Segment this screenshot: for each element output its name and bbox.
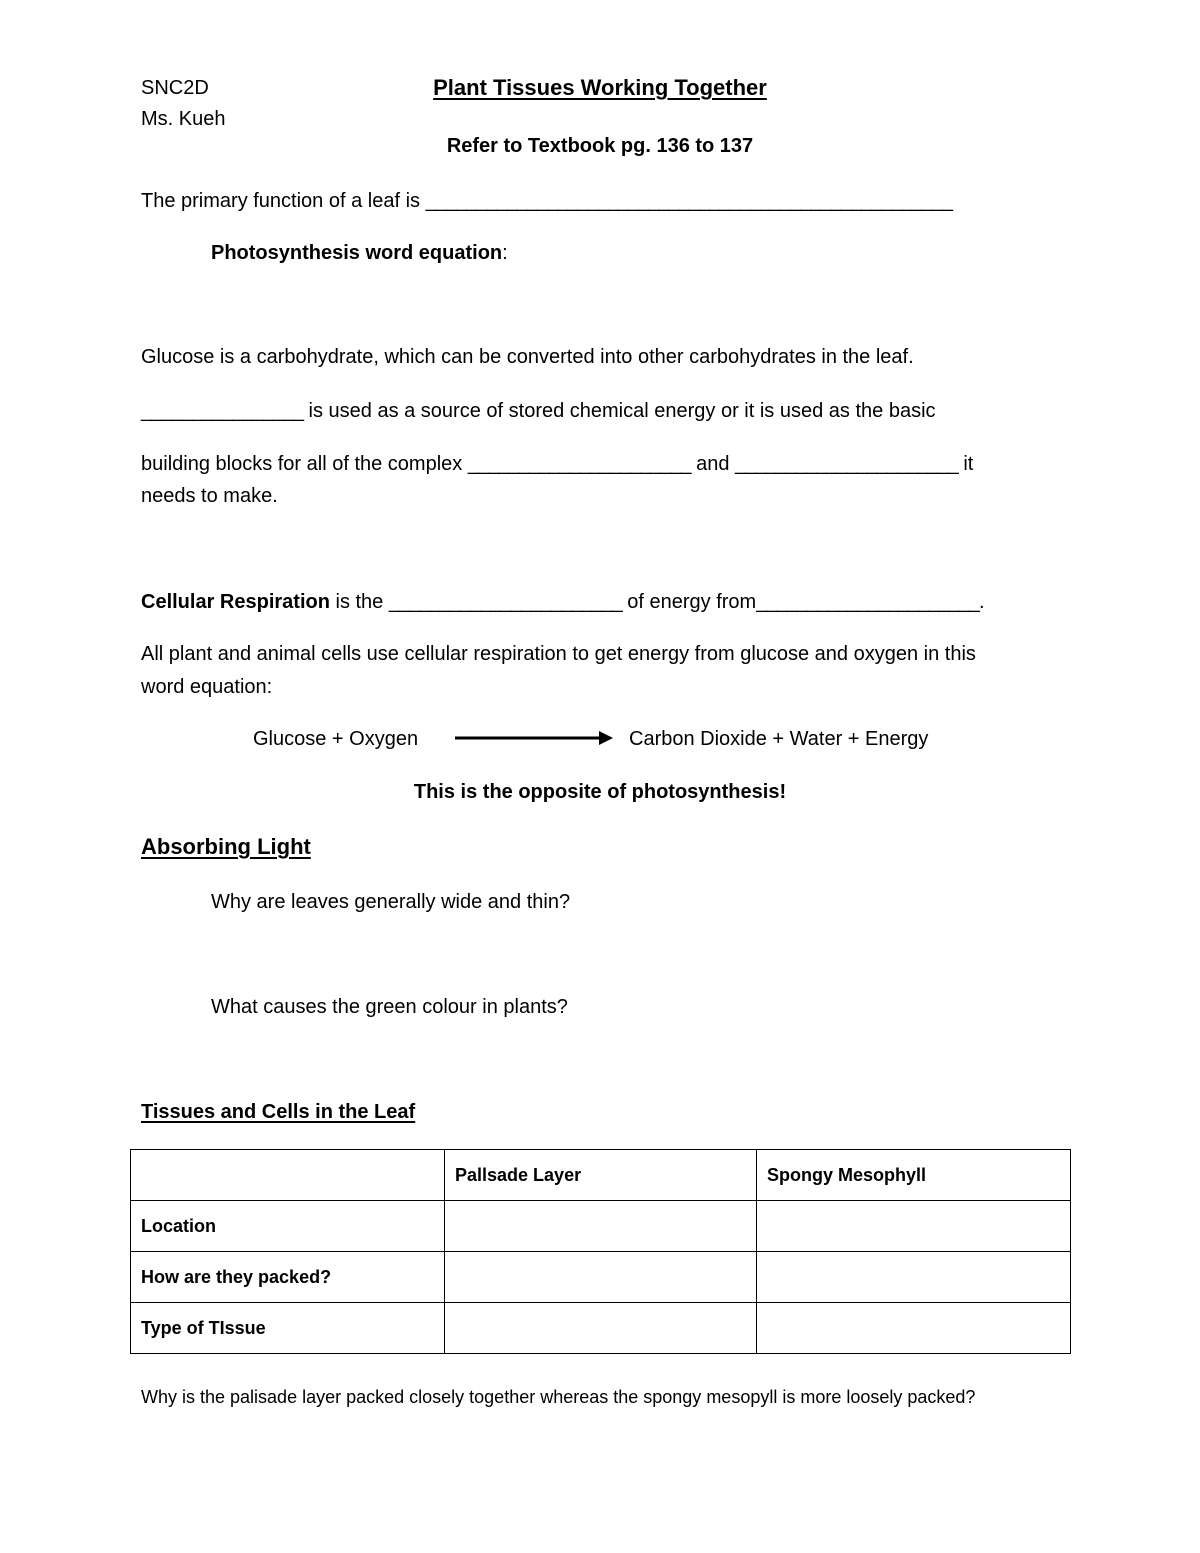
table-row (131, 1201, 1071, 1252)
glucose-line2-b: and (690, 453, 736, 475)
table-header-palisade: Pallsade Layer (445, 1150, 757, 1201)
answer-cell[interactable] (757, 1303, 1071, 1354)
glucose-line-1 (141, 399, 936, 423)
table-header-spongy: Spongy Mesophyll (757, 1150, 1071, 1201)
respiration-blank-1: _______________________ (388, 591, 622, 613)
respiration-text-2: of energy from (621, 591, 757, 613)
table-row (131, 1252, 1071, 1303)
row-label-tissue-type: Type of TIssue (131, 1303, 445, 1354)
respiration-text-1: is the (329, 591, 389, 613)
leaf-function-blank: ____________________________________________________ (425, 190, 952, 212)
answer-cell[interactable] (445, 1201, 757, 1252)
question-green-colour: What causes the green colour in plants? (211, 996, 568, 1018)
final-question: Why is the palisade layer packed closely together whereas the spongy mesopyll is more loosely packed? (141, 1387, 976, 1407)
answer-cell[interactable] (757, 1252, 1071, 1303)
respiration-term: Cellular Respiration (141, 591, 330, 613)
respiration-line (141, 590, 985, 614)
course-code: SNC2D (141, 77, 209, 99)
table-row (131, 1303, 1071, 1354)
complex-blank-1: ______________________ (467, 453, 691, 475)
glucose-intro: Glucose is a carbohydrate, which can be converted into other carbohydrates in the leaf. (141, 346, 914, 368)
respiration-end: . (978, 591, 985, 613)
row-label-packed: How are they packed? (131, 1252, 445, 1303)
glucose-line-3: needs to make. (141, 485, 278, 507)
respiration-paragraph-line-2: word equation: (141, 676, 273, 698)
respiration-paragraph-line-1: All plant and animal cells use cellular respiration to get energy from glucose and oxygen in this (141, 643, 976, 665)
glucose-blank: ________________ (141, 400, 303, 422)
glucose-line2-a: building blocks for all of the complex (141, 453, 468, 475)
tissue-table (130, 1149, 1071, 1354)
answer-cell[interactable] (757, 1201, 1071, 1252)
textbook-reference: Refer to Textbook pg. 136 to 137 (446, 135, 754, 157)
photosynthesis-label: Photosynthesis word equation (211, 242, 503, 264)
answer-cell[interactable] (445, 1252, 757, 1303)
teacher-name: Ms. Kueh (141, 108, 226, 130)
row-label-location: Location (131, 1201, 445, 1252)
arrow-icon (455, 730, 615, 746)
glucose-line2-c: it (957, 453, 974, 475)
complex-blank-2: ______________________ (735, 453, 958, 475)
equation-right: Carbon Dioxide + Water + Energy (629, 728, 929, 750)
glucose-line-2 (141, 452, 973, 476)
page-title: Plant Tissues Working Together (433, 75, 767, 100)
table-header-row (131, 1150, 1071, 1201)
answer-cell[interactable] (445, 1303, 757, 1354)
photosynthesis-equation-label (211, 241, 508, 265)
photosynthesis-colon: : (502, 242, 508, 264)
leaf-function-text: The primary function of a leaf is (141, 190, 426, 212)
equation-left: Glucose + Oxygen (253, 728, 419, 750)
table-header-empty (131, 1150, 445, 1201)
absorbing-light-heading: Absorbing Light (141, 834, 311, 859)
tissues-heading: Tissues and Cells in the Leaf (141, 1101, 416, 1123)
question-wide-thin: Why are leaves generally wide and thin? (211, 891, 571, 913)
opposite-note: This is the opposite of photosynthesis! (413, 781, 787, 803)
glucose-line1-text: is used as a source of stored chemical energy or it is used as the basic (302, 400, 936, 422)
respiration-blank-2: ______________________ (756, 591, 979, 613)
leaf-function-line (141, 189, 952, 213)
